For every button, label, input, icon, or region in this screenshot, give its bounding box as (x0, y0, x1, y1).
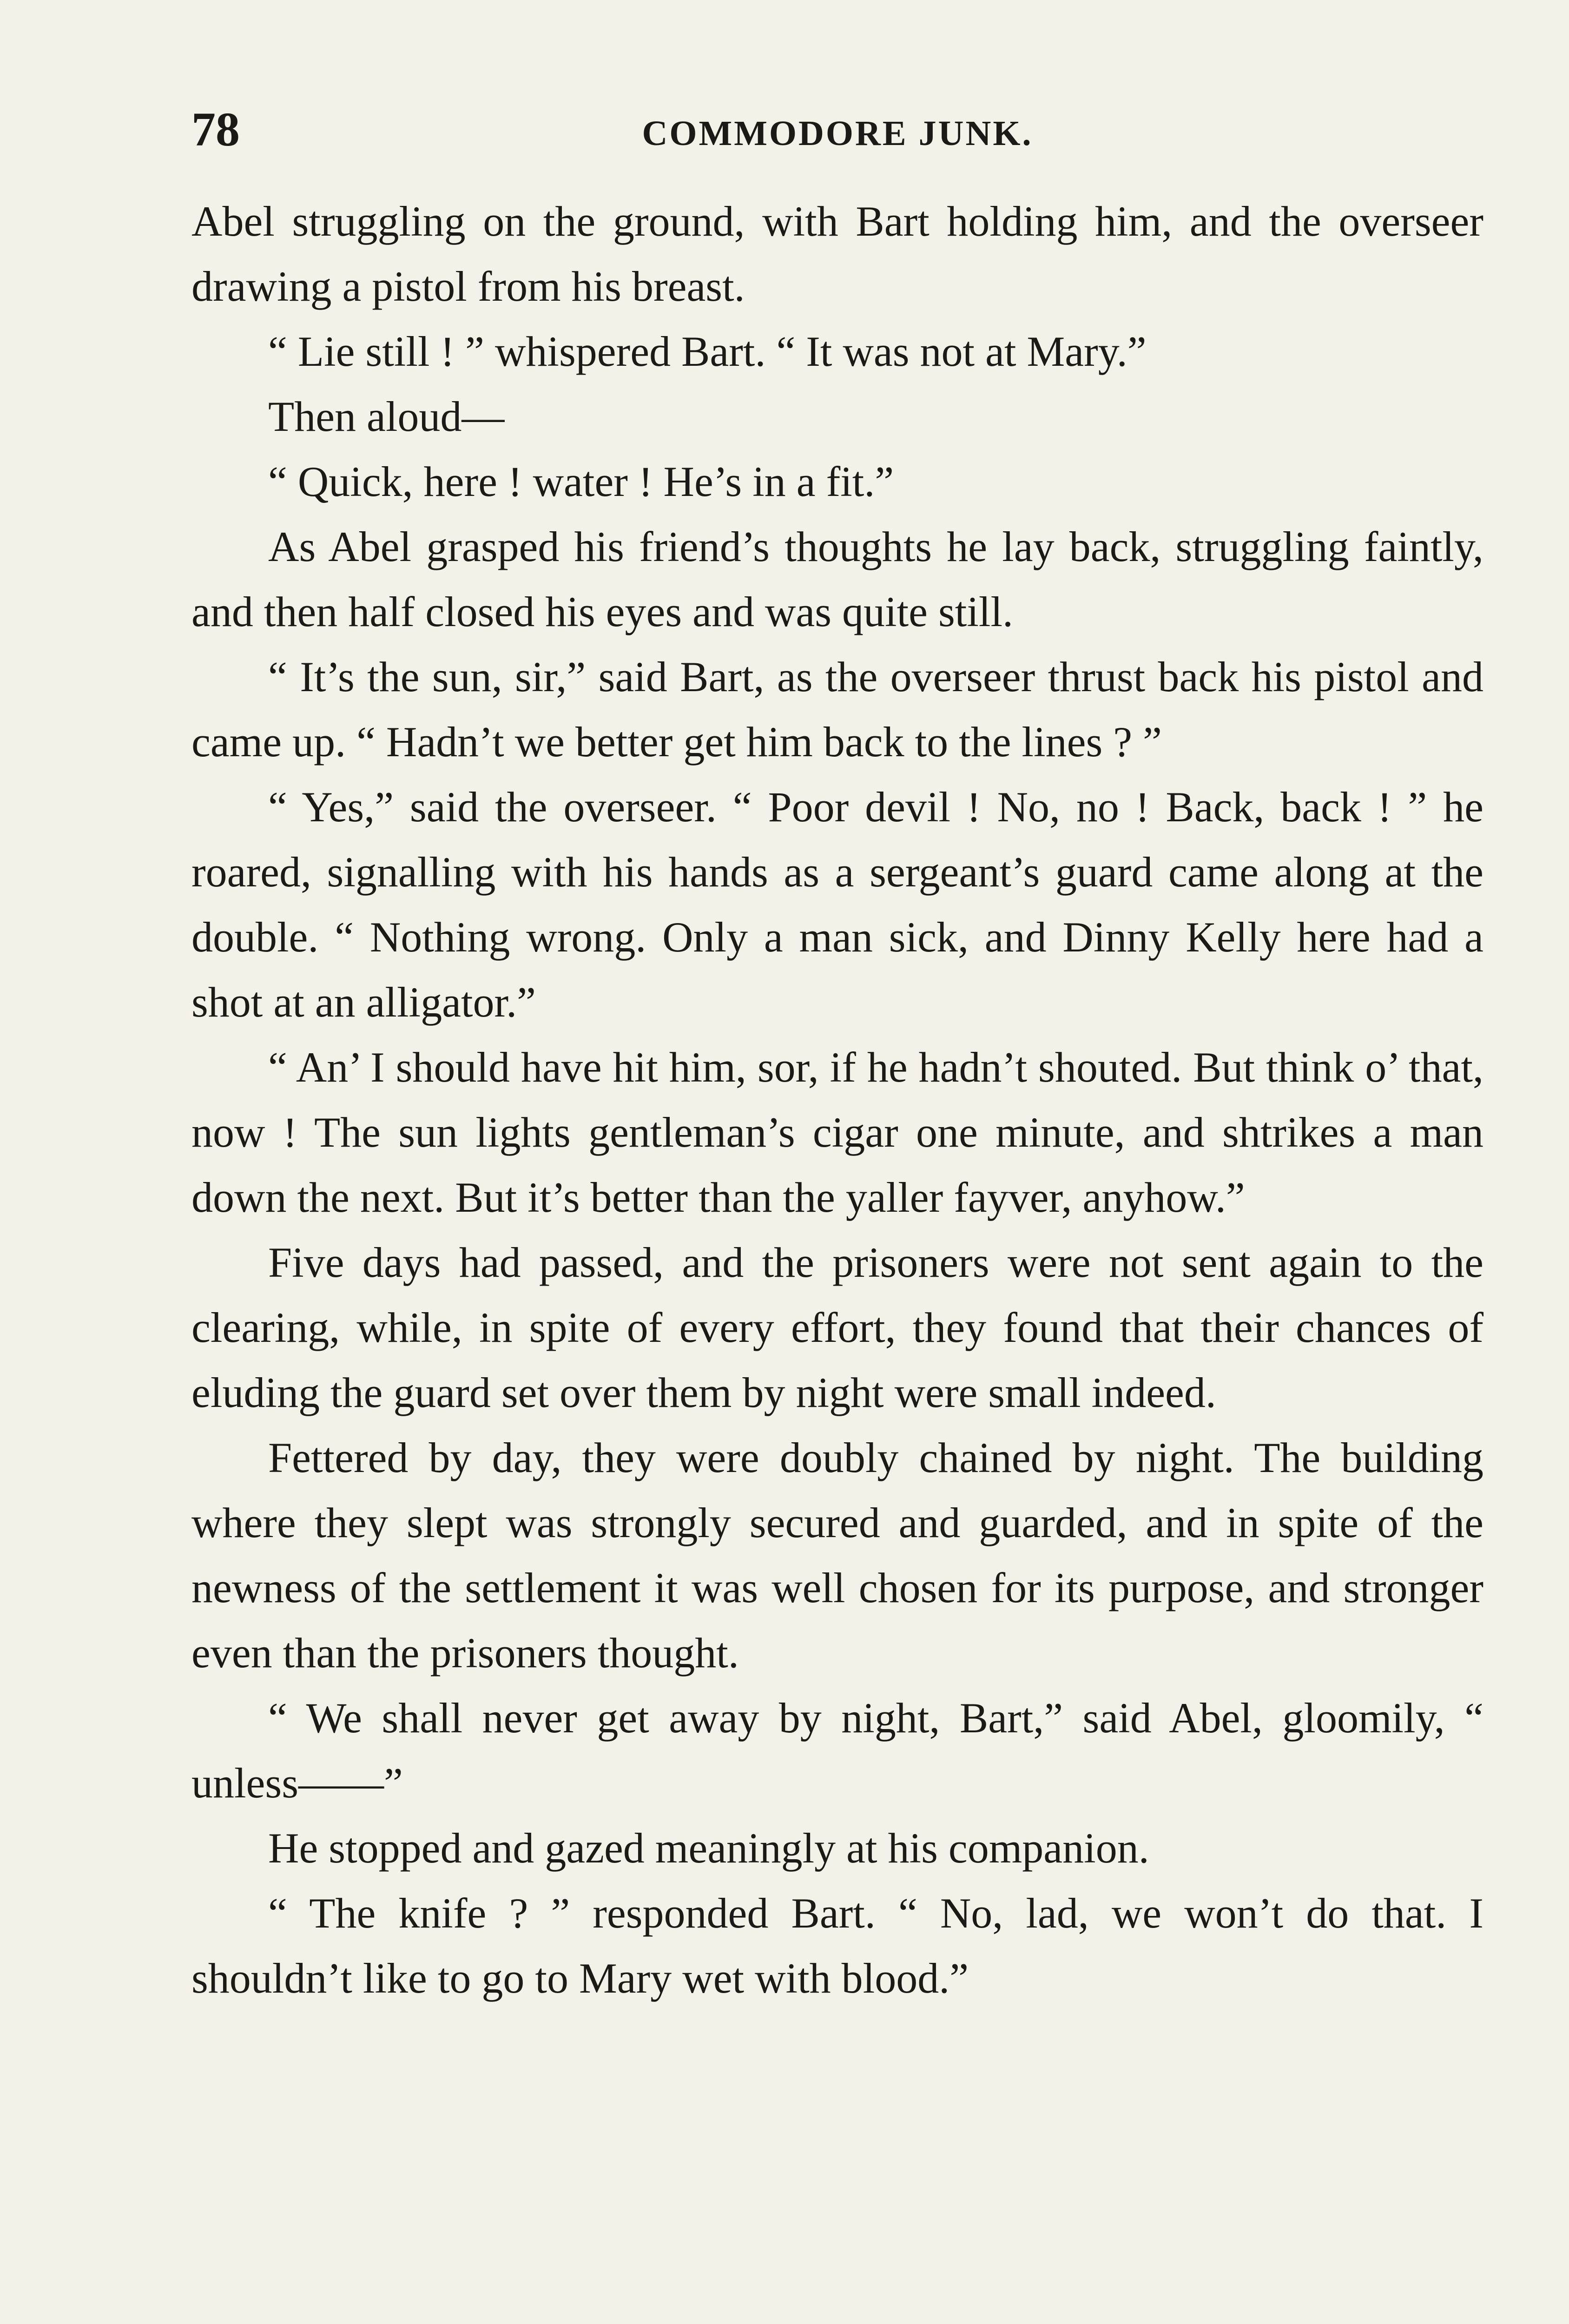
body-text (191, 189, 1483, 2011)
paragraph: “ It’s the sun, sir,” said Bart, as the overseer thrust back his pistol and came up. “ Hadn’t we better get him back to the lines ? ” (191, 653, 1483, 766)
paragraph: As Abel grasped his friend’s thoughts he lay back, struggling faintly, and then half closed his eyes and was quite still. (191, 523, 1483, 635)
paragraph: Abel struggling on the ground, with Bart holding him, and the overseer drawing a pistol from his breast. (191, 198, 1483, 310)
paragraph: He stopped and gazed meaningly at his companion. (268, 1824, 1149, 1872)
page-header (191, 99, 1483, 160)
paragraph: “ The knife ? ” responded Bart. “ No, lad, we won’t do that. I shouldn’t like to go to Mary wet with blood.” (191, 1889, 1483, 2002)
paragraph: Fettered by day, they were doubly chained by night. The building where they slept was strongly secured and guarded, and in spite of the newness of the settlement it was well chosen for its purpose, and stronger even than the prisoners thought. (191, 1434, 1483, 1677)
paragraph: Five days had passed, and the prisoners were not sent again to the clearing, while, in spite of every effort, they found that their chances of eluding the guard set over them by night were small indeed. (191, 1239, 1483, 1416)
page-number: 78 (191, 103, 240, 156)
paragraph: “ Yes,” said the overseer. “ Poor devil ! No, no ! Back, back ! ” he roared, signalling with his hands as a sergeant’s guard came along at the double. “ Nothing wrong. Only a man sick, and Dinny Kelly here had a shot at an alligator.” (191, 783, 1483, 1026)
running-head: COMMODORE JUNK. (642, 114, 1033, 153)
paragraph: “ Quick, here ! water ! He’s in a fit.” (268, 458, 894, 505)
paragraph: Then aloud— (268, 393, 505, 440)
paragraph: “ We shall never get away by night, Bart,” said Abel, gloomily, “ unless——” (191, 1694, 1483, 1807)
paragraph: “ Lie still ! ” whispered Bart. “ It was not at Mary.” (268, 328, 1147, 375)
paragraph: “ An’ I should have hit him, sor, if he hadn’t shouted. But think o’ that, now ! The sun lights gentleman’s cigar one minute, and shtrikes a man down the next. But it’s better than the yaller fayver, anyhow.” (191, 1043, 1483, 1221)
